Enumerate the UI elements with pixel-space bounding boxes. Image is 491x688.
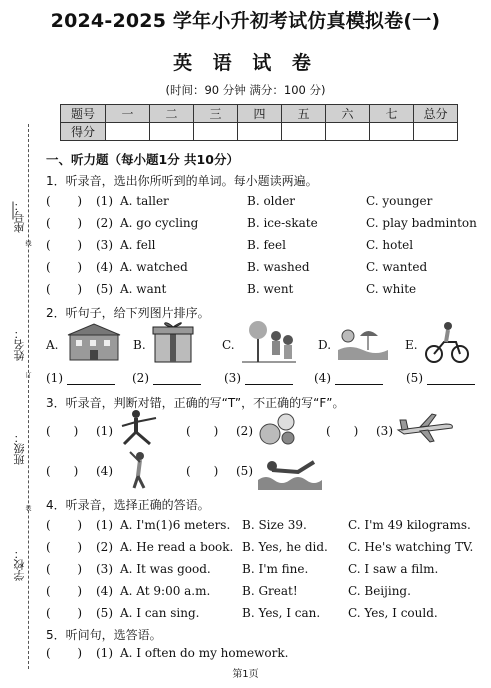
answer-paren[interactable]: ( ) xyxy=(326,424,359,438)
option-c: C. wanted xyxy=(366,260,428,274)
blank-num: (1) xyxy=(46,371,63,385)
score-table-score-row xyxy=(61,123,458,141)
seat-blank[interactable] xyxy=(13,202,14,220)
blank-num: (2) xyxy=(132,371,149,385)
sports-balls-picture xyxy=(258,410,298,446)
airplane-picture xyxy=(396,410,456,444)
option-c: C. younger xyxy=(366,194,433,208)
binding-mark: 装 xyxy=(24,505,31,511)
score-cell: 四 xyxy=(238,105,282,123)
section-heading: 一、听力题（每小题1分 共10分） xyxy=(46,152,239,167)
score-cell: 六 xyxy=(326,105,370,123)
page-number: 第1页 xyxy=(232,669,259,680)
option-b: B. Great! xyxy=(242,584,298,598)
answer-paren[interactable]: ( ) xyxy=(46,424,79,438)
q4-item-num: (5) xyxy=(96,606,113,620)
option-c: C. white xyxy=(366,282,417,296)
score-table xyxy=(60,104,458,141)
binding-mark: 订 xyxy=(24,372,31,378)
score-cell: 五 xyxy=(282,105,326,123)
question-2-prompt: 2．听句子，给下列图片排序。 xyxy=(46,306,210,320)
q3-item-num: (5) xyxy=(236,464,253,478)
question-1-prompt: 1．听录音，选出你所听到的单词。每小题读两遍。 xyxy=(46,174,318,188)
score-input-cell[interactable] xyxy=(194,123,238,141)
score-cell: 三 xyxy=(194,105,238,123)
exam-info: (时间：90 分钟 满分：100 分) xyxy=(165,83,326,97)
option-a: A. I'm(1)6 meters. xyxy=(120,518,231,532)
order-blank-5[interactable] xyxy=(406,371,475,385)
blank-num: (3) xyxy=(224,371,241,385)
option-b: B. ice-skate xyxy=(247,216,318,230)
cycling-picture xyxy=(424,320,470,364)
option-b: B. Yes, he did. xyxy=(242,540,328,554)
score-cell: 得分 xyxy=(61,123,106,141)
exam-subtitle: 英 语 试 卷 xyxy=(173,52,318,74)
answer-paren[interactable]: ( ) xyxy=(46,216,83,230)
option-b: B. Yes, I can. xyxy=(242,606,321,620)
answer-paren[interactable]: ( ) xyxy=(46,464,79,478)
option-a: A. go cycling xyxy=(120,216,199,230)
answer-paren[interactable]: ( ) xyxy=(46,606,83,620)
score-input-cell[interactable] xyxy=(106,123,150,141)
seat-label: 座号： xyxy=(13,200,26,233)
answer-paren[interactable]: ( ) xyxy=(46,282,83,296)
option-b: B. I'm fine. xyxy=(242,562,309,576)
option-c: C. hotel xyxy=(366,238,414,252)
answer-paren[interactable]: ( ) xyxy=(46,646,83,660)
class-label: 班级： xyxy=(13,432,26,465)
blank-num: (5) xyxy=(406,371,423,385)
option-c: C. play badminton xyxy=(366,216,477,230)
beach-picture xyxy=(338,324,388,360)
option-c: C. Beijing. xyxy=(348,584,411,598)
score-input-cell[interactable] xyxy=(150,123,194,141)
q3-item-num: (2) xyxy=(236,424,253,438)
score-input-cell[interactable] xyxy=(370,123,414,141)
question-4-prompt: 4．听录音，选择正确的答语。 xyxy=(46,498,210,512)
score-input-cell[interactable] xyxy=(414,123,458,141)
exam-title: 2024-2025 学年小升初考试仿真模拟卷(一) xyxy=(50,10,441,32)
order-blank-1[interactable] xyxy=(46,371,115,385)
option-a: A. fell xyxy=(120,238,156,252)
order-blank-4[interactable] xyxy=(314,371,383,385)
order-blank-2[interactable] xyxy=(132,371,201,385)
score-cell: 总分 xyxy=(414,105,458,123)
q3-item-num: (3) xyxy=(376,424,393,438)
picture-letter: E. xyxy=(405,338,418,352)
score-cell: 二 xyxy=(150,105,194,123)
gift-box-picture xyxy=(152,318,194,364)
q1-item-num: (4) xyxy=(96,260,113,274)
picture-letter: D. xyxy=(318,338,332,352)
option-a: A. It was good. xyxy=(120,562,211,576)
q1-item-num: (3) xyxy=(96,238,113,252)
q1-item-num: (1) xyxy=(96,194,113,208)
q4-item-num: (1) xyxy=(96,518,113,532)
answer-paren[interactable]: ( ) xyxy=(46,562,83,576)
q1-item-num: (5) xyxy=(96,282,113,296)
q3-item-num: (1) xyxy=(96,424,113,438)
option-a: A. At 9:00 a.m. xyxy=(120,584,211,598)
q4-item-num: (2) xyxy=(96,540,113,554)
option-a: A. watched xyxy=(120,260,188,274)
answer-paren[interactable]: ( ) xyxy=(46,518,83,532)
answer-paren[interactable]: ( ) xyxy=(186,424,219,438)
answer-paren[interactable]: ( ) xyxy=(46,260,83,274)
q1-item-num: (2) xyxy=(96,216,113,230)
option-b: B. washed xyxy=(247,260,310,274)
option-a: A. He read a book. xyxy=(120,540,234,554)
picture-letter: B. xyxy=(133,338,146,352)
answer-paren[interactable]: ( ) xyxy=(186,464,219,478)
option-c: C. Yes, I could. xyxy=(348,606,438,620)
q3-item-num: (4) xyxy=(96,464,113,478)
score-cell: 一 xyxy=(106,105,150,123)
binding-line xyxy=(28,124,29,669)
q4-item-num: (3) xyxy=(96,562,113,576)
option-b: B. Size 39. xyxy=(242,518,307,532)
score-cell: 七 xyxy=(370,105,414,123)
option-c: C. I'm 49 kilograms. xyxy=(348,518,471,532)
option-a: A. I often do my homework. xyxy=(120,646,289,660)
question-5-prompt: 5．听问句，选答语。 xyxy=(46,628,162,642)
tai-chi-picture xyxy=(116,408,162,446)
q5-item-num: (1) xyxy=(96,646,113,660)
option-b: B. older xyxy=(247,194,296,208)
school-label: 学校： xyxy=(13,548,26,581)
option-a: A. I can sing. xyxy=(120,606,200,620)
option-b: B. feel xyxy=(247,238,286,252)
binding-mark: 线 xyxy=(24,240,31,246)
question-3-prompt: 3．听录音，判断对错，正确的写“T”，不正确的写“F”。 xyxy=(46,396,345,410)
order-blank-3[interactable] xyxy=(224,371,293,385)
swimming-picture xyxy=(258,452,322,490)
name-label: 姓名： xyxy=(13,328,26,361)
answer-paren[interactable]: ( ) xyxy=(46,238,83,252)
answer-paren[interactable]: ( ) xyxy=(46,540,83,554)
option-b: B. went xyxy=(247,282,294,296)
score-cell: 题号 xyxy=(61,105,106,123)
score-input-cell[interactable] xyxy=(282,123,326,141)
picture-letter: A. xyxy=(46,338,59,352)
score-table-header-row xyxy=(61,105,458,123)
answer-paren[interactable]: ( ) xyxy=(46,584,83,598)
option-a: A. want xyxy=(120,282,167,296)
score-input-cell[interactable] xyxy=(326,123,370,141)
q4-item-num: (4) xyxy=(96,584,113,598)
stretching-picture xyxy=(124,450,154,490)
option-c: C. He's watching TV. xyxy=(348,540,474,554)
option-a: A. taller xyxy=(120,194,169,208)
answer-paren[interactable]: ( ) xyxy=(46,194,83,208)
planting-trees-picture xyxy=(240,318,298,364)
score-input-cell[interactable] xyxy=(238,123,282,141)
picture-letter: C. xyxy=(222,338,235,352)
option-c: C. I saw a film. xyxy=(348,562,439,576)
school-building-picture xyxy=(66,322,122,362)
blank-num: (4) xyxy=(314,371,331,385)
